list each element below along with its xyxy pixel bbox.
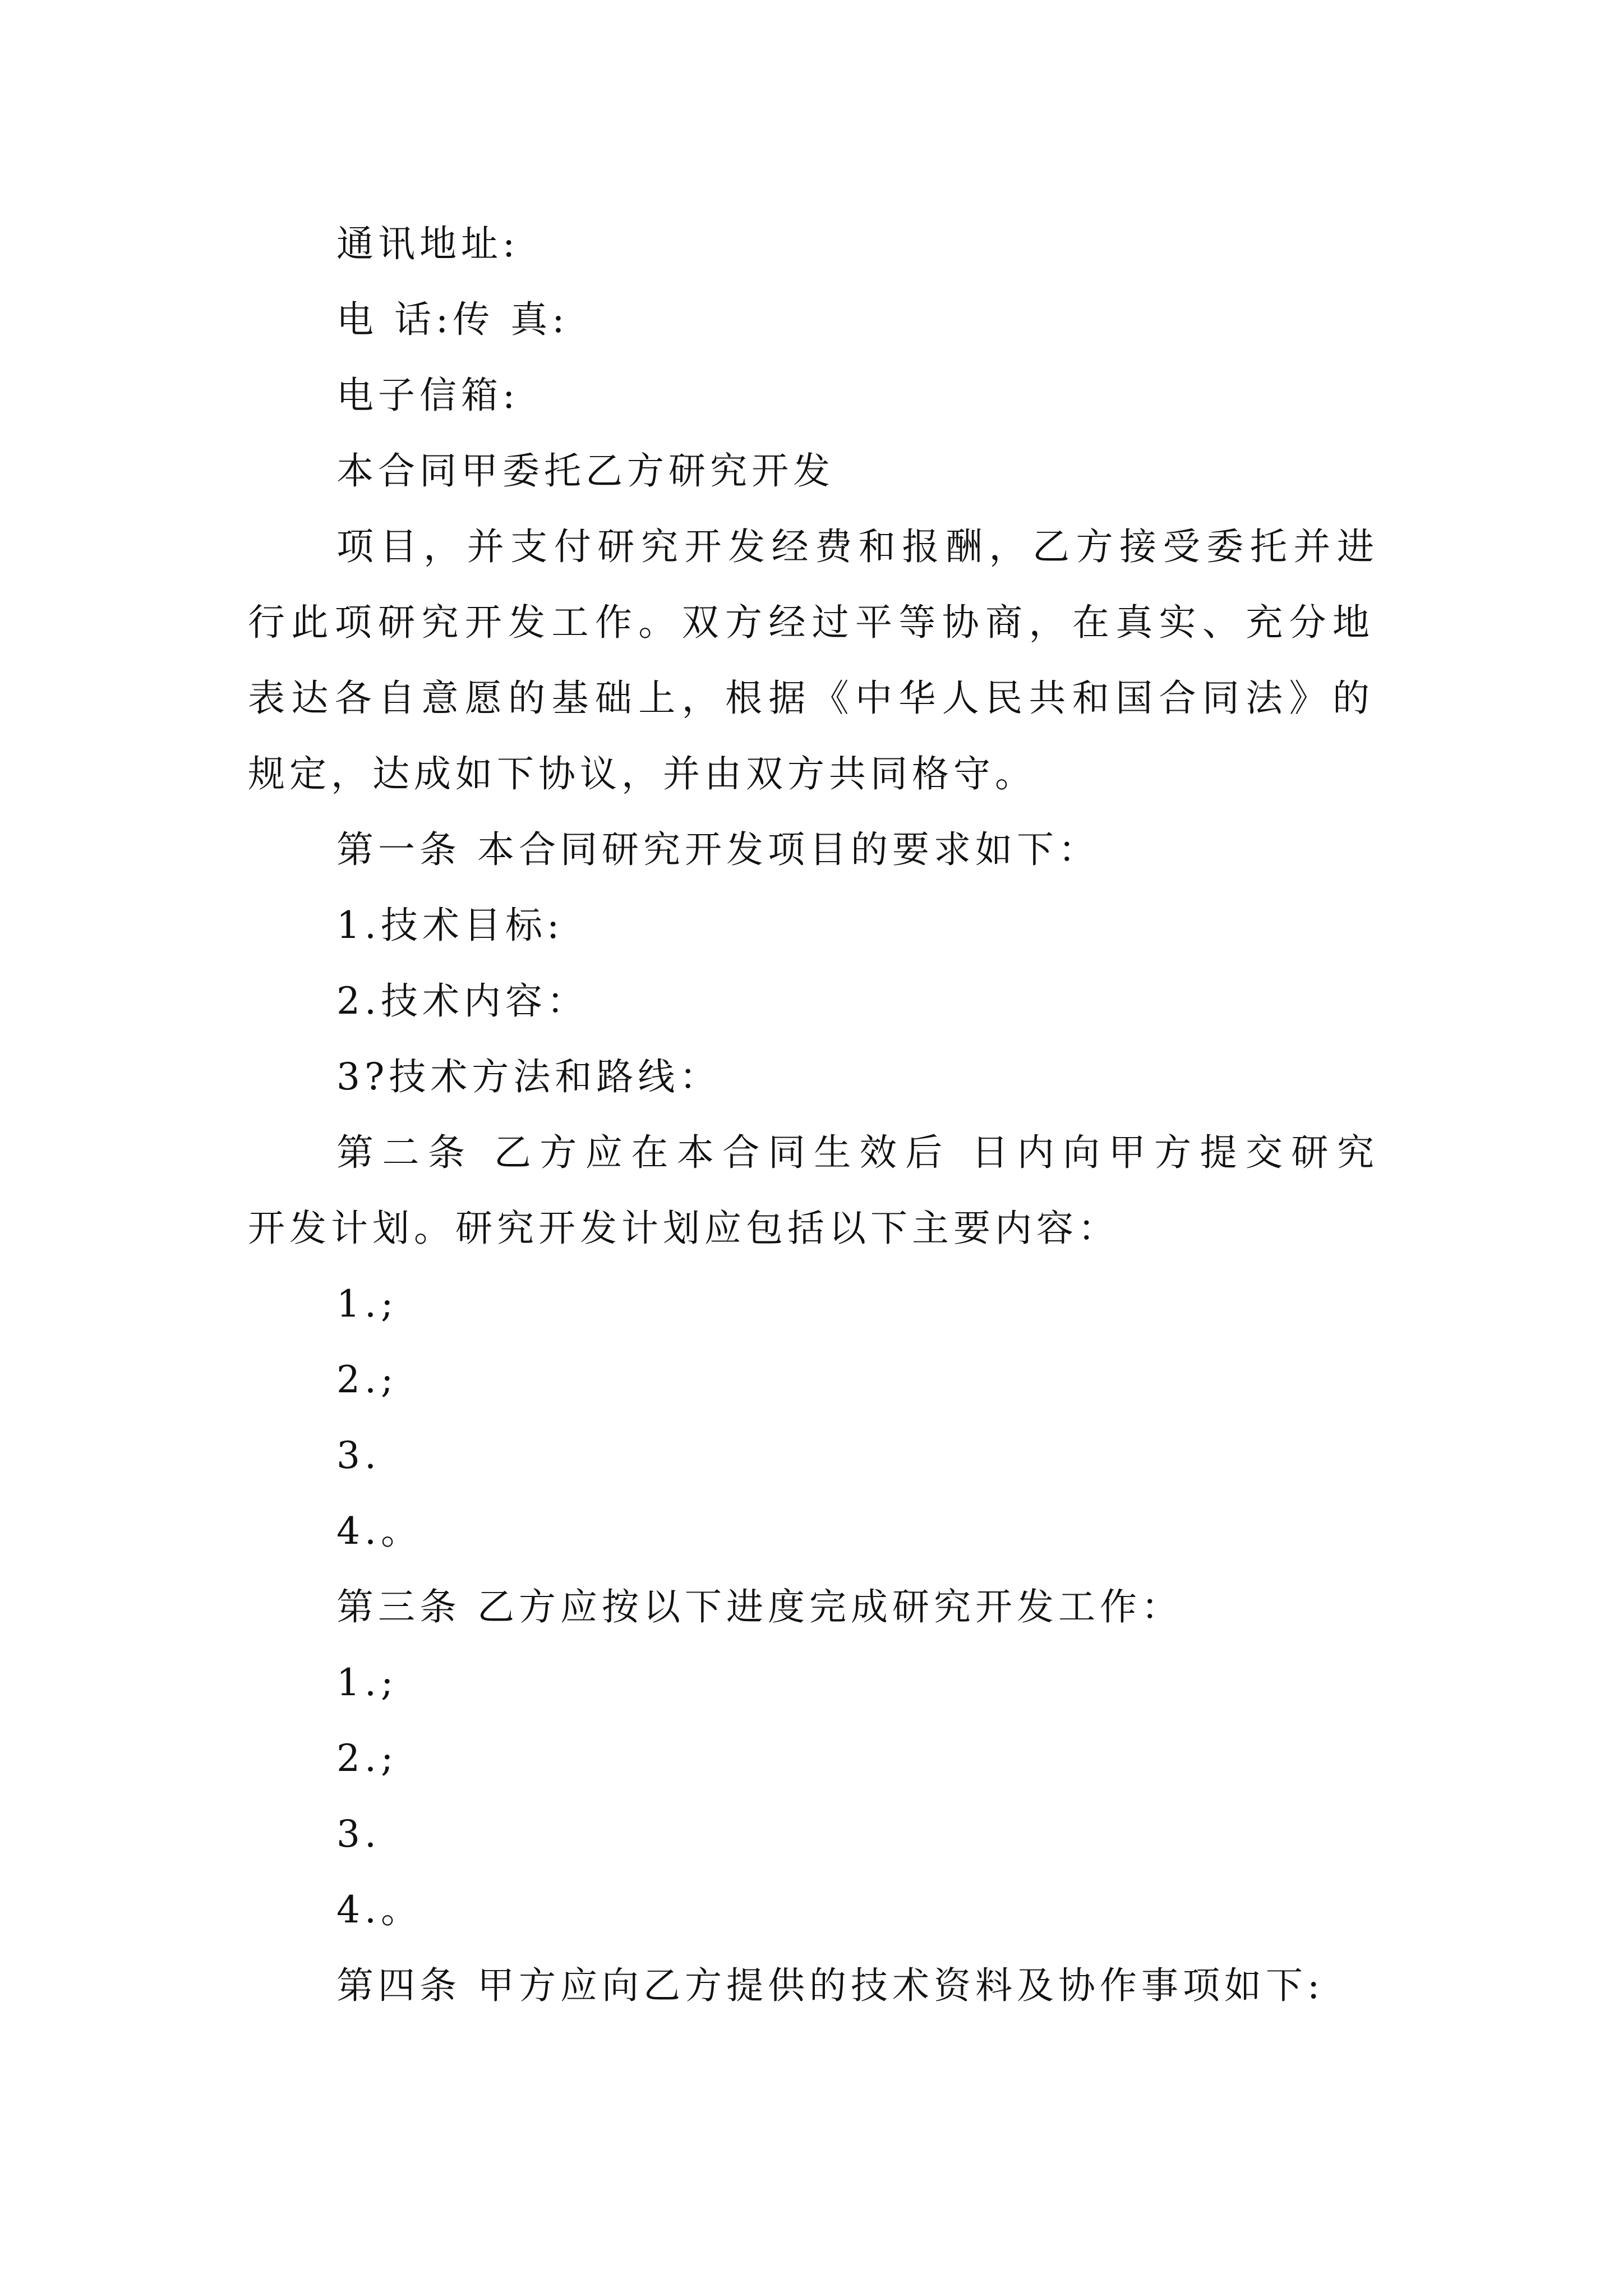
list-item: 3?技术方法和路线： <box>336 1055 721 1098</box>
email-label: 电子信箱: <box>336 374 520 417</box>
paragraph-line: 规定，达成如下协议，并由双方共同格守。 <box>248 752 1036 795</box>
article-two-heading: 第二条 乙方应在本合同生效后 日内向甲方提交研究 <box>336 1131 1374 1174</box>
list-item: 1.技术目标: <box>336 904 564 947</box>
list-item: 1.; <box>336 1661 398 1704</box>
contract-intro-line: 本合同甲委托乙方研究开发 <box>336 449 834 493</box>
list-item: 3. <box>336 1434 381 1477</box>
list-item: 4.。 <box>336 1888 422 1931</box>
list-item: 1.; <box>336 1282 398 1326</box>
list-item: 2.; <box>336 1737 398 1780</box>
list-item: 2.技术内容： <box>336 979 588 1023</box>
paragraph-line: 行此项研究开发工作。双方经过平等协商，在真实、充分地 <box>248 601 1370 644</box>
phone-fax-label: 电 话:传 真: <box>336 298 569 341</box>
article-one-heading: 第一条 本合同研究开发项目的要求如下： <box>336 828 1100 871</box>
article-three-heading: 第三条 乙方应按以下进度完成研究开发工作： <box>336 1585 1183 1628</box>
list-item: 4.。 <box>336 1510 422 1553</box>
contact-address-label: 通讯地址: <box>336 222 520 265</box>
article-four-heading: 第四条 甲方应向乙方提供的技术资料及协作事项如下: <box>336 1964 1325 2007</box>
paragraph-line: 项目，并支付研究开发经费和报酬，乙方接受委托并进 <box>336 525 1374 568</box>
list-item: 3. <box>336 1812 381 1856</box>
paragraph-line: 表达各自意愿的基础上，根据《中华人民共和国合同法》的 <box>248 677 1370 720</box>
list-item: 2.; <box>336 1358 398 1401</box>
paragraph-line: 开发计划。研究开发计划应包括以下主要内容： <box>248 1207 1119 1250</box>
